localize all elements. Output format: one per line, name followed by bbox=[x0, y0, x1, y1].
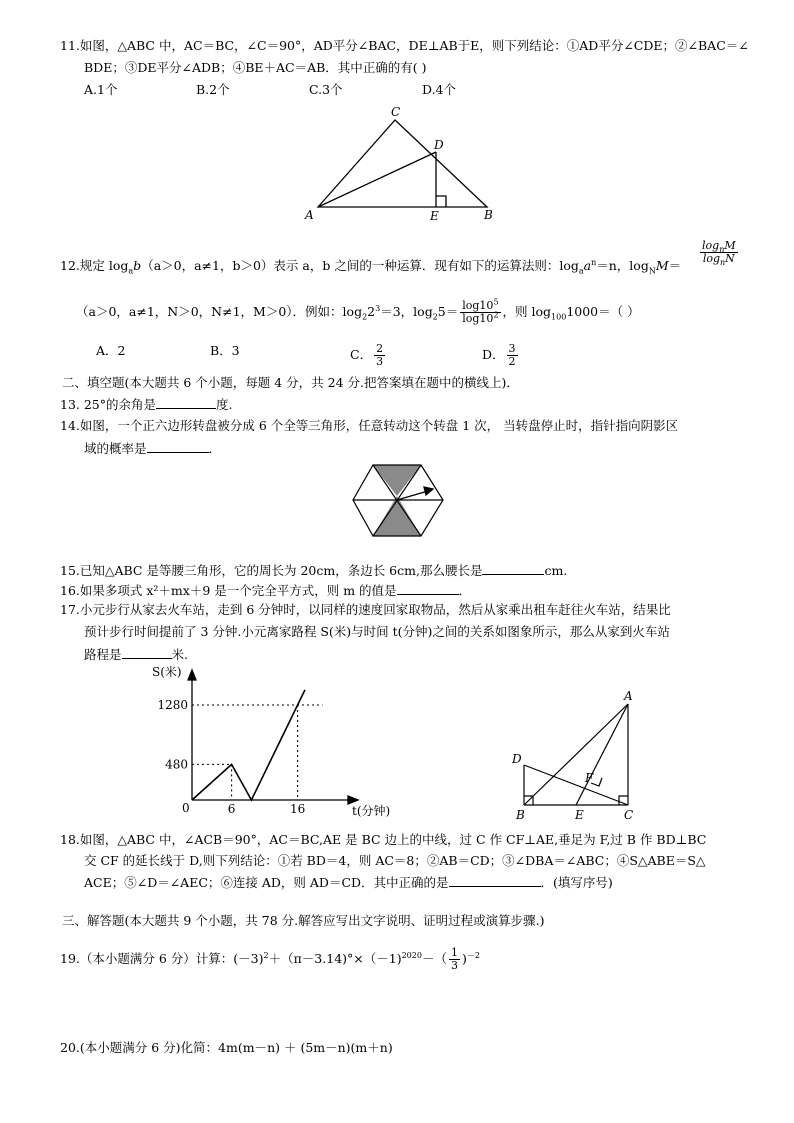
y-axis-label: S(米) bbox=[152, 665, 182, 679]
q17-line3: 路程是 米. bbox=[84, 647, 188, 662]
q12-line1: 12.规定 $\log_ab(a>0$，a≠1，b＞0）表示 a，b 之间的一种运算．现有如下的运算法则：$\log_aa^n=n$，$\log_NM=$ bbox=[60, 257, 682, 276]
q12-line2: （a＞0，a≠1，N＞0，N≠1，M＞0）．例如：$\log_22^3=3$，$\log_25=$ $\frac{\log 10^5}{\log 10^2}$ ，则 $\log_{100}1000=$（ ） bbox=[76, 297, 640, 325]
label-d: D bbox=[434, 138, 444, 152]
q17-line2: 预计步行时间提前了 3 分钟.小元离家路程 S(米)与时间 t(分钟)之间的关系如图象所示，那么从家到火车站 bbox=[84, 624, 670, 639]
label-f: F bbox=[585, 771, 594, 785]
section2-heading: 二、填空题(本大题共 6 个小题，每题 4 分，共 24 分.把答案填在题中的横线上)． bbox=[62, 375, 519, 390]
x-tick-label-16: 16 bbox=[289, 802, 306, 816]
q12-rule-fraction: $\frac{\log_nM}{\log_nN}$ bbox=[702, 239, 736, 268]
q11-line2: BDE；③DE平分∠ADB；④BE＋AC＝AB．其中正确的有( ) bbox=[84, 60, 427, 75]
q12-option-a: A．2 bbox=[96, 343, 126, 358]
q18-line2: 交 CF 的延长线于 D,则下列结论：①若 BD＝4，则 AC＝8；②AB＝CD；③∠DBA＝∠ABC；④S△ABE＝S△ bbox=[84, 853, 706, 868]
q18-line1: 18.如图，△ABC 中，∠ACB＝90°，AC＝BC,AE 是 BC 边上的中线，过 C 作 CF⊥AE,垂足为 F,过 B 作 BD⊥BC bbox=[60, 832, 707, 847]
q11-line1: 11.如图，△ABC 中，AC＝BC，∠C＝90°，AD平分∠BAC，DE⊥AB于E，则下列结论：①AD平分∠CDE；②∠BAC＝∠ bbox=[60, 38, 749, 53]
q18-line3: ACE；⑤∠D＝∠AEC；⑥连接 AD，则 AD＝CD．其中正确的是 ．(填写序号) bbox=[84, 875, 613, 890]
q20: 20.(本小题满分 6 分)化简：4m(m－n) ＋ (5m－n)(m＋n) bbox=[60, 1040, 393, 1055]
label-b: B bbox=[484, 208, 493, 222]
label-c: C bbox=[624, 808, 634, 822]
q14-line2: 域的概率是 ． bbox=[84, 441, 222, 456]
y-tick-label-480: 480 bbox=[165, 757, 188, 772]
section3-heading: 三、解答题(本大题共 9 个小题，共 78 分.解答应写出文字说明、证明过程或演算步骤.) bbox=[62, 913, 545, 928]
origin-tick-label: 0 bbox=[182, 801, 190, 815]
q15: 15.已知△ABC 是等腰三角形，它的周长为 20cm，条边长 6cm,那么腰长是 cm. bbox=[60, 563, 568, 578]
segment-ab bbox=[524, 704, 628, 805]
label-e: E bbox=[430, 209, 439, 223]
x-tick-label-6: 6 bbox=[227, 802, 236, 816]
q12-option-c: C． $\frac{2}{3}$ bbox=[350, 342, 384, 368]
q11-option-a: A.1个 bbox=[84, 82, 118, 97]
q12-example-fraction: $\frac{\log 10^5}{\log 10^2}$ bbox=[462, 297, 499, 325]
label-c: C bbox=[391, 105, 401, 119]
segment-dc bbox=[524, 765, 628, 805]
q12-option-d: D． $\frac{3}{2}$ bbox=[482, 342, 516, 368]
x-axis-label: t(分钟) bbox=[352, 804, 391, 818]
segment-ae bbox=[576, 704, 628, 805]
q14-line1: 14.如图，一个正六边形转盘被分成 6 个全等三角形，任意转动这个转盘 1 次， 当转盘停止时，指针指向阴影区 bbox=[60, 418, 679, 433]
q19: 19.（本小题满分 6 分）计算：$(-3)^2+(\pi-3.14)^\circ\times(-1)^{2020}-$（ $\frac{1}{3}$ )$^{-2}$ bbox=[60, 946, 480, 972]
q16: 16.如果多项式 x²＋mx＋9 是一个完全平方式，则 m 的值是 ． bbox=[60, 583, 472, 598]
label-e: E bbox=[575, 808, 584, 822]
label-d: D bbox=[512, 752, 522, 766]
q11-option-b: B.2个 bbox=[196, 82, 230, 97]
y-tick-label-1280: 1280 bbox=[157, 698, 188, 712]
q11-option-c: C.3个 bbox=[309, 82, 343, 97]
label-b: B bbox=[516, 808, 525, 822]
q11-option-d: D.4个 bbox=[422, 82, 457, 97]
q12-option-b: B．3 bbox=[210, 343, 240, 358]
label-a: A bbox=[624, 689, 633, 703]
label-a: A bbox=[305, 208, 314, 222]
q13: 13. 25°的余角是 度. bbox=[60, 397, 233, 412]
q17-line1: 17.小元步行从家去火车站，走到 6 分钟时，以同样的速度回家取物品，然后从家乘出租车赶往火车站，结果比 bbox=[60, 602, 671, 617]
